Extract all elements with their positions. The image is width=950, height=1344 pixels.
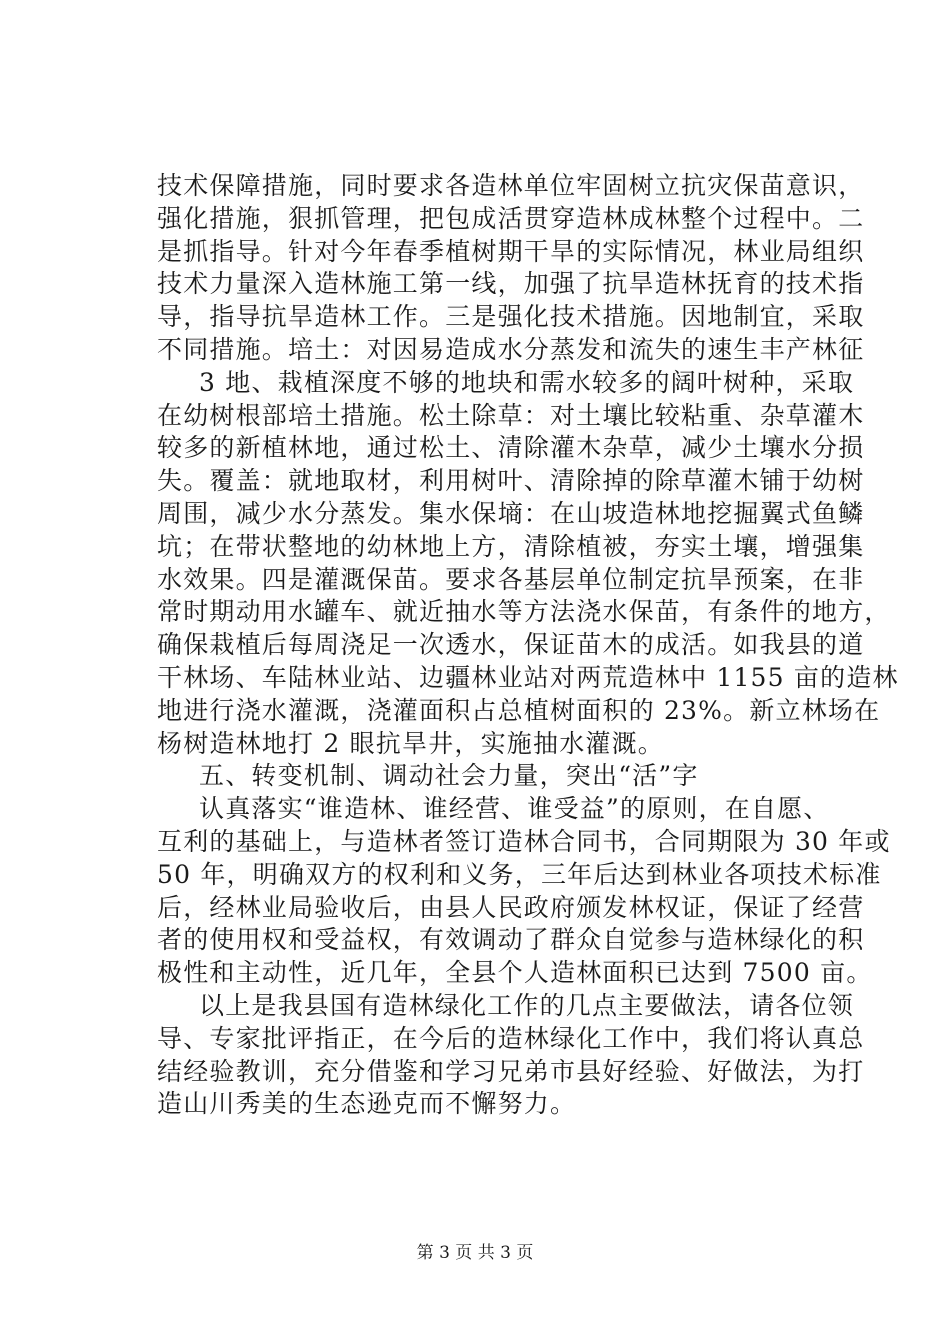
text-line: 后，经林业局验收后，由县人民政府颁发林权证，保证了经营 <box>157 892 865 922</box>
text-line: 坑；在带状整地的幼林地上方，清除植被，夯实土壤，增强集 <box>157 531 865 561</box>
text-line: 者的使用权和受益权，有效调动了群众自觉参与造林绿化的积 <box>157 925 865 955</box>
text-line: 确保栽植后每周浇足一次透水，保证苗木的成活。如我县的道 <box>157 630 865 660</box>
text-line: 导、专家批评指正，在今后的造林绿化工作中，我们将认真总 <box>157 1023 865 1053</box>
text-line: 是抓指导。针对今年春季植树期干旱的实际情况，林业局组织 <box>157 236 865 266</box>
text-line: 失。覆盖：就地取材，利用树叶、清除掉的除草灌木铺于幼树 <box>157 466 865 496</box>
text-line: 不同措施。培土：对因易造成水分蒸发和流失的速生丰产林征 <box>157 334 865 364</box>
text-line: 地进行浇水灌溉，浇灌面积占总植树面积的 23%。新立林场在 <box>157 695 881 725</box>
text-line: 常时期动用水罐车、就近抽水等方法浇水保苗，有条件的地方， <box>157 597 891 627</box>
text-line: 干林场、车陆林业站、边疆林业站对两荒造林中 1155 亩的造林 <box>157 662 899 692</box>
text-line: 周围，减少水分蒸发。集水保墒：在山坡造林地挖掘翼式鱼鳞 <box>157 498 865 528</box>
text-line: 技术力量深入造林施工第一线，加强了抗旱造林抚育的技术指 <box>157 269 865 299</box>
text-line: 强化措施，狠抓管理，把包成活贯穿造林成林整个过程中。二 <box>157 203 865 233</box>
text-line: 杨树造林地打 2 眼抗旱井，实施抽水灌溉。 <box>157 728 665 758</box>
text-line: 结经验教训，充分借鉴和学习兄弟市县好经验、好做法，为打 <box>157 1056 865 1086</box>
text-line: 3 地、栽植深度不够的地块和需水较多的阔叶树种，采取 <box>199 367 855 397</box>
text-line: 极性和主动性，近几年，全县个人造林面积已达到 7500 亩。 <box>157 958 873 988</box>
text-line: 水效果。四是灌溉保苗。要求各基层单位制定抗旱预案，在非 <box>157 564 865 594</box>
text-line: 50 年，明确双方的权利和义务，三年后达到林业各项技术标准 <box>157 859 882 889</box>
text-line: 技术保障措施，同时要求各造林单位牢固树立抗灾保苗意识， <box>157 171 865 200</box>
page-footer: 第 3 页 共 3 页 <box>416 1243 534 1263</box>
text-line: 造山川秀美的生态逊克而不懈努力。 <box>157 1089 577 1119</box>
text-line: 五、转变机制、调动社会力量，突出“活”字 <box>199 761 699 791</box>
text-line: 认真落实“谁造林、谁经营、谁受益”的原则，在自愿、 <box>199 794 830 824</box>
text-line: 导，指导抗旱造林工作。三是强化技术措施。因地制宜，采取 <box>157 302 865 332</box>
text-line: 以上是我县国有造林绿化工作的几点主要做法，请各位领 <box>199 990 855 1020</box>
text-line: 较多的新植林地，通过松土、清除灌木杂草，减少土壤水分损 <box>157 433 865 463</box>
text-line: 在幼树根部培土措施。松土除草：对土壤比较粘重、杂草灌木 <box>157 400 865 430</box>
text-line: 互利的基础上，与造林者签订造林合同书，合同期限为 30 年或 <box>157 826 891 856</box>
document-body <box>157 170 899 1121</box>
